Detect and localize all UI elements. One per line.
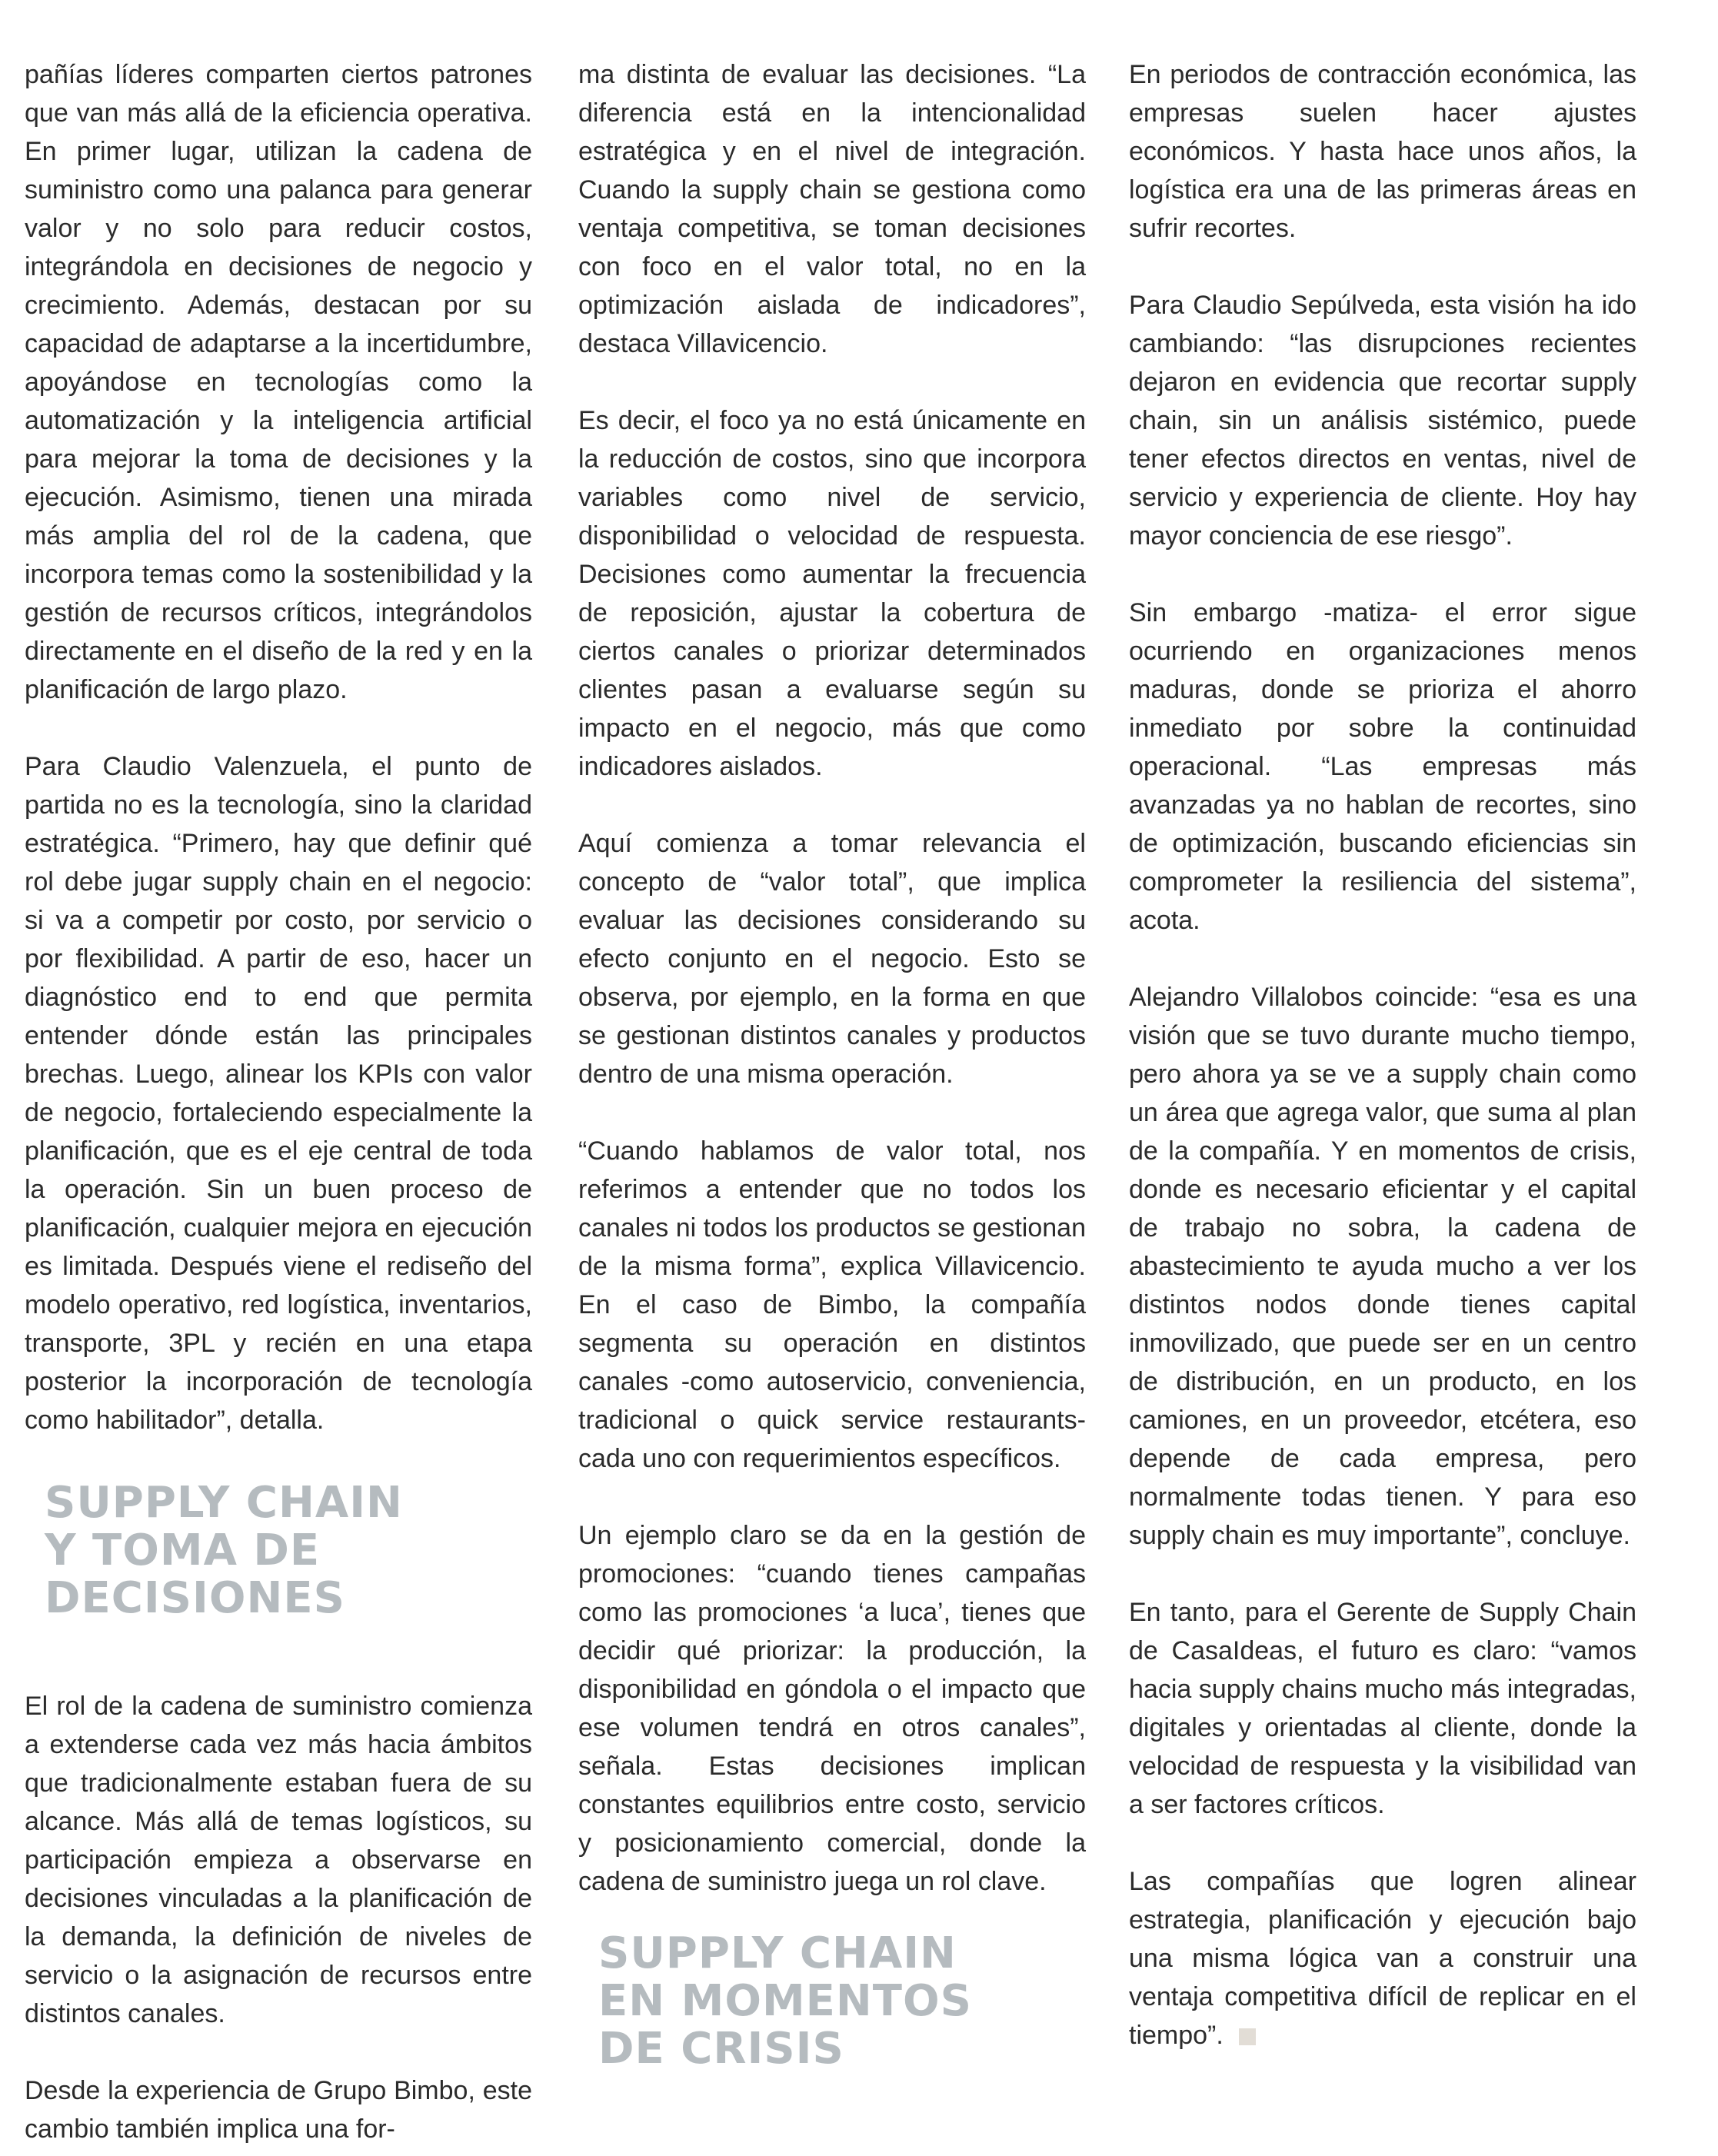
paragraph: Alejandro Villalobos coincide: “esa es una visión que se tuvo durante mucho tiempo, pero ahora ya se ve a supply chain como un área que agrega valor, que suma al plan de la compañía. Y en momentos de crisis, donde es necesario eficientar y el capital de trabajo no sobra, la cadena de abastecimiento te ayuda mucho a ver los distintos nodos donde tienes capital inmovilizado, que puede ser en un centro de distribución, en un producto, en los camiones, en un proveedor, etcétera, eso depende de cada empresa, pero normalmente todas tienen. Y para eso supply chain es muy importante”, concluye. — [1129, 983, 1636, 1550]
paragraph: pañías líderes comparten ciertos patrones que van más allá de la eficiencia operativa. En primer lugar, utilizan la cadena de suministro como una palanca para generar valor y no solo para reducir costos, integrándola en decisiones de negocio y crecimiento. Además, destacan por su capacidad de adaptarse a la incertidumbre, apoyándose en tecnologías como la automatización y la inteligencia artificial para mejorar la toma de decisiones y la ejecución. Asimismo, tienen una mirada más amplia del rol de la cadena, que incorpora temas como la sostenibilidad y la gestión de recursos críticos, integrándolos directamente en el diseño de la red y en la planificación de largo plazo. — [25, 60, 532, 704]
section-heading — [578, 1930, 1086, 2073]
column-3 — [1129, 55, 1636, 2055]
paragraph: Para Claudio Sepúlveda, esta visión ha ido cambiando: “las disrupciones recientes dejaron en evidencia que recortar supply chain, sin un análisis sistémico, puede tener efectos directos en ventas, nivel de servicio y experiencia de cliente. Hoy hay mayor conciencia de ese riesgo”. — [1129, 291, 1636, 551]
paragraph: El rol de la cadena de suministro comienza a extenderse cada vez más hacia ámbitos que tradicionalmente estaban fuera de su alcance. Más allá de temas logísticos, su participación empieza a observarse en decisiones vinculadas a la planificación de la demanda, la definición de niveles de servicio o la asignación de recursos entre distintos canales. — [25, 1692, 532, 2028]
paragraph: En tanto, para el Gerente de Supply Chain de CasaIdeas, el futuro es claro: “vamos hacia supply chains mucho más integradas, digitales y orientadas al cliente, donde la velocidad de respuesta y la visibilidad van a ser factores críticos. — [1129, 1598, 1636, 1819]
column-1 — [25, 55, 532, 2148]
paragraph: Para Claudio Valenzuela, el punto de partida no es la tecnología, sino la claridad estratégica. “Primero, hay que definir qué rol debe jugar supply chain en el negocio: si va a competir por costo, por servicio o por flexibilidad. A partir de eso, hacer un diagnóstico end to end que permita entender dónde están las principales brechas. Luego, alinear los KPIs con valor de negocio, fortaleciendo especialmente la planificación, que es el eje central de toda la operación. Sin un buen proceso de planificación, cualquier mejora en ejecución es limitada. Después viene el rediseño del modelo operativo, red logística, inventarios, transporte, 3PL y recién en una etapa posterior la incorporación de tecnología como habilitador”, detalla. — [25, 752, 532, 1435]
heading-line: DECISIONES — [45, 1573, 345, 1623]
heading-line: SUPPLY CHAIN — [45, 1478, 403, 1528]
paragraph: En periodos de contracción económica, las empresas suelen hacer ajustes económicos. Y hasta hace unos años, la logística era una de las primeras áreas en sufrir recortes. — [1129, 60, 1636, 243]
paragraph: “Cuando hablamos de valor total, nos referimos a entender que no todos los canales ni todos los productos se gestionan de la misma forma”, explica Villavicencio. En el caso de Bimbo, la compañía segmenta su operación en distintos canales -como autoservicio, conveniencia, tradicional o quick service restaurants- cada uno con requerimientos específicos. — [578, 1136, 1086, 1473]
paragraph: ma distinta de evaluar las decisiones. “La diferencia está en la intencionalidad estratégica y en el nivel de integración. Cuando la supply chain se gestiona como ventaja competitiva, se toman decisiones con foco en el valor total, no en la optimización aislada de indicadores”, destaca Villavicencio. — [578, 60, 1086, 358]
paragraph: Aquí comienza a tomar relevancia el concepto de “valor total”, que implica evaluar las decisiones considerando su efecto conjunto en el negocio. Esto se observa, por ejemplo, en la forma en que se gestionan distintos canales y productos dentro de una misma operación. — [578, 829, 1086, 1089]
column-2 — [578, 55, 1086, 2073]
paragraph-text: Las compañías que logren alinear estrategia, planificación y ejecución bajo una misma lógica van a construir una ventaja competitiva difícil de replicar en el tiempo”. — [1129, 1867, 1636, 2050]
heading-line: DE CRISIS — [598, 2024, 844, 2074]
paragraph: Es decir, el foco ya no está únicamente en la reducción de costos, sino que incorpora variables como nivel de servicio, disponibilidad o velocidad de respuesta. Decisiones como aumentar la frecuencia de reposición, ajustar la cobertura de ciertos canales o priorizar determinados clientes pasan a evaluarse según su impacto en el negocio, más que como indicadores aislados. — [578, 406, 1086, 781]
paragraph: Desde la experiencia de Grupo Bimbo, este cambio también implica una for- — [25, 2076, 532, 2144]
heading-line: EN MOMENTOS — [598, 1976, 972, 2026]
heading-line: Y TOMA DE — [45, 1526, 321, 1575]
paragraph: Sin embargo -matiza- el error sigue ocurriendo en organizaciones menos maduras, donde se prioriza el ahorro inmediato por sobre la continuidad operacional. “Las empresas más avanzadas ya no hablan de recortes, sino de optimización, buscando eficiencias sin comprometer la resiliencia del sistema”, acota. — [1129, 598, 1636, 935]
section-heading — [25, 1479, 532, 1622]
heading-line: SUPPLY CHAIN — [598, 1928, 957, 1978]
end-of-article-icon — [1239, 2028, 1256, 2045]
paragraph: Un ejemplo claro se da en la gestión de promociones: “cuando tienes campañas como las promociones ‘a luca’, tienes que decidir qué priorizar: la producción, la disponibilidad en góndola o el impacto que ese volumen tendrá en otros canales”, señala. Estas decisiones implican constantes equilibrios entre costo, servicio y posicionamiento comercial, donde la cadena de suministro juega un rol clave. — [578, 1521, 1086, 1896]
paragraph-final — [1129, 1862, 1636, 2055]
